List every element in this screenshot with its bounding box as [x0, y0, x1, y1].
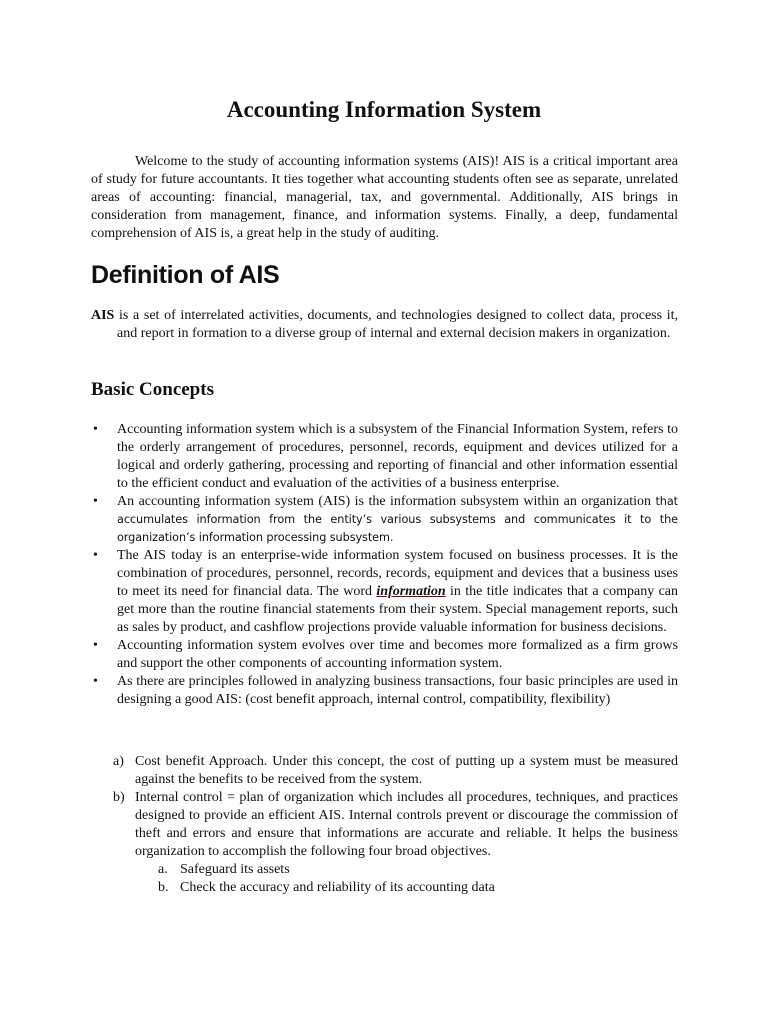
bullet-icon: •	[93, 422, 98, 437]
list-item-text-continued: that accumulates information from the entity’s various subsystems and communicates it to the organization’s information processing subsystem.	[117, 495, 679, 544]
objectives-list	[135, 861, 678, 897]
list-item	[113, 753, 678, 789]
list-item-text: Accounting information system evolves over time and becomes more formalized as a firm grows and support the other components of accounting information system.	[117, 638, 678, 671]
list-item	[91, 673, 678, 709]
definition-term: AIS	[91, 308, 115, 323]
emphasized-word: information	[376, 584, 446, 599]
bullet-icon: •	[93, 494, 98, 509]
list-item	[91, 421, 678, 493]
basic-concepts-list	[91, 421, 678, 709]
definition-paragraph	[91, 307, 678, 343]
list-item-text: The AIS today is an enterprise-wide information system focused on business processes. It is the combination of procedures, personnel, records, records, equipment and devices that a business uses to meet its need for financial data. The word	[117, 548, 678, 599]
list-item-text: Safeguard its assets	[180, 862, 290, 877]
bullet-icon: •	[93, 548, 98, 563]
list-item-text-continued: in the title indicates that a company can get more than the routine financial statements from their system. Special management reports, such as sales by product, and cashflow projections provide valuable information for business decisions.	[117, 584, 678, 635]
intro-paragraph: Welcome to the study of accounting information systems (AIS)! AIS is a critical important area of study for future accountants. It ties together what accounting students often see as separate, unrelated areas of accounting: financial, managerial, tax, and governmental. Additionally, AIS brings in consideration from management, finance, and information systems. Finally, a deep, fundamental comprehension of AIS is, a great help in the study of auditing.	[91, 154, 678, 241]
bullet-icon: •	[93, 638, 98, 653]
document-title: Accounting Information System	[226, 97, 542, 122]
list-item	[91, 547, 678, 637]
list-item	[91, 637, 678, 673]
list-item	[113, 789, 678, 897]
list-item	[135, 879, 678, 897]
bullet-icon: •	[93, 674, 98, 689]
list-item	[91, 493, 678, 547]
list-item-text: Check the accuracy and reliability of its accounting data	[180, 880, 495, 895]
list-marker: a)	[113, 754, 124, 769]
list-item	[135, 861, 678, 879]
list-marker: b)	[113, 790, 125, 805]
principles-list	[113, 753, 678, 897]
list-marker: a.	[158, 862, 168, 877]
list-item-text: Internal control = plan of organization which includes all procedures, techniques, and practices designed to provide an efficient AIS. Internal controls prevent or discourage the commission of theft and errors and ensure that informations are accurate and reliable. It helps the business organization to accomplish the following four broad objectives.	[135, 790, 678, 859]
list-item-text: Cost benefit Approach. Under this concept, the cost of putting up a system must be measured against the benefits to be received from the system.	[135, 754, 678, 787]
list-item-text: As there are principles followed in analyzing business transactions, four basic principles are used in designing a good AIS: (cost benefit approach, internal control, compatibility, flexibility)	[117, 674, 678, 707]
list-marker: b.	[158, 880, 169, 895]
definition-text: is a set of interrelated activities, documents, and technologies designed to collect data, process it, and report in formation to a diverse group of internal and external decision makers in organization.	[114, 308, 678, 341]
definition-heading: Definition of AIS	[91, 261, 280, 289]
list-item-text: An accounting information system (AIS) is the information subsystem within an organization	[117, 494, 651, 509]
basic-concepts-heading: Basic Concepts	[91, 379, 214, 400]
list-item-text: Accounting information system which is a subsystem of the Financial Information System, refers to the orderly arrangement of procedures, personnel, records, equipment and devices utilized for a logical and orderly gathering, processing and reporting of financial and other information essential to the efficient conduct and evaluation of the activities of a business enterprise.	[117, 422, 678, 491]
